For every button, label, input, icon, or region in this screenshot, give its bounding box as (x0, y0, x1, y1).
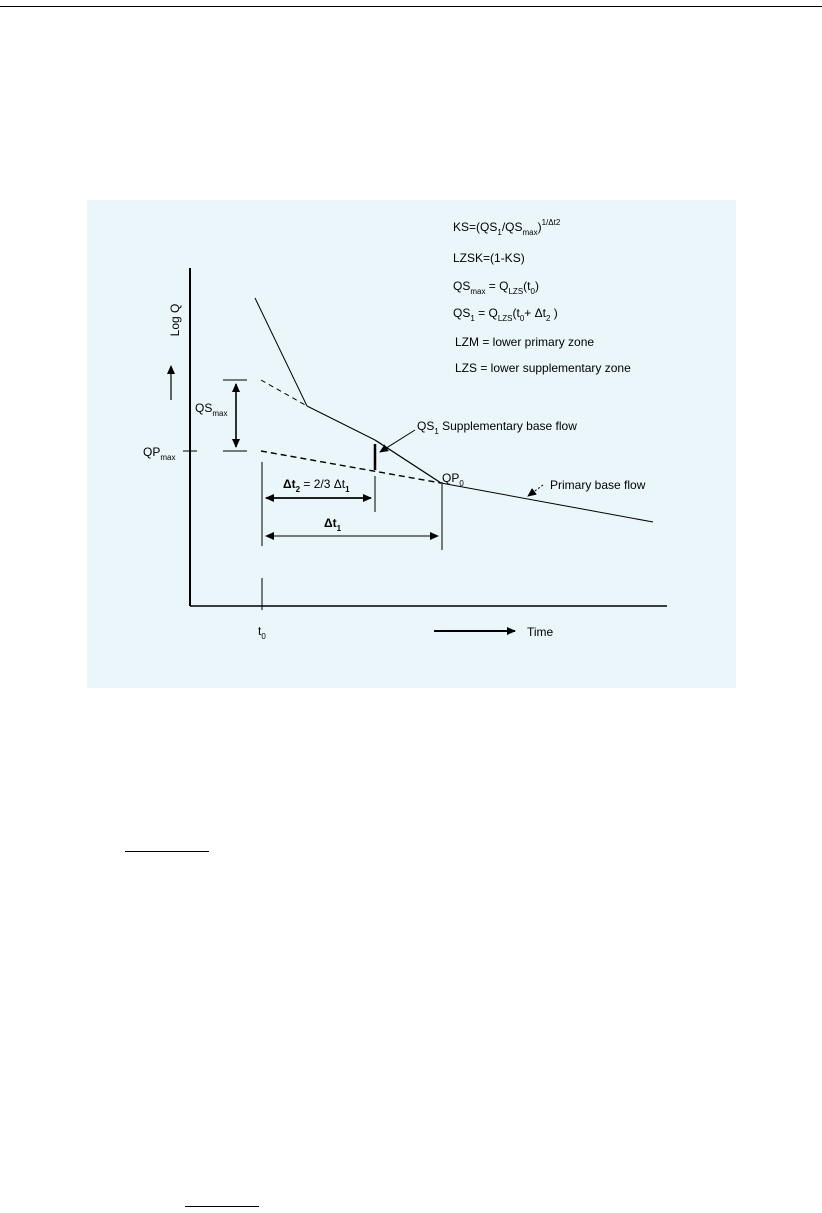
svg-text:Log Q: Log Q (168, 303, 182, 337)
lzsk-formula: LZSK=(1-KS) (453, 251, 525, 265)
dt1-label: $\Delta t_1$ (324, 516, 342, 533)
primary-pointer-arrow (528, 485, 543, 496)
time-label: Time (527, 625, 554, 639)
qs1-supplementary-label: $QS_1$ Supplementary base flow (417, 419, 577, 436)
underline-mark-1 (125, 851, 209, 852)
supplementary-recession-segment (375, 440, 441, 483)
y-axis-label (168, 304, 182, 337)
dt2-label: $\Delta t_2 = 2/3$ $\Delta t_1$ (283, 477, 350, 494)
total-recession-middle-segment (307, 406, 375, 440)
primary-base-flow-label: Primary base flow (550, 478, 646, 492)
lzm-legend: LZM = lower primary zone (455, 335, 595, 349)
ks-formula: $KS=(QS_1/QS_{max})^{1/\Delta t2}$ (453, 218, 561, 237)
qp-max-label: $QP_{max}$ (143, 445, 176, 462)
base-flow-figure (87, 200, 736, 688)
underline-mark-2 (185, 1206, 259, 1207)
total-recession-steep-segment (255, 298, 307, 406)
qs-max-label: $QS_{max}$ (195, 401, 228, 418)
supplementary-extrapolation-dashed (261, 380, 307, 406)
base-flow-diagram (87, 200, 736, 688)
qp0-label: $QP_0$ (442, 471, 464, 488)
lzs-legend: LZS = lower supplementary zone (455, 361, 631, 375)
qs1-pointer-arrow (380, 430, 415, 452)
t0-label: $t_0$ (258, 624, 266, 641)
page-header-rule (0, 6, 822, 7)
qs1-formula: $QS_1 = Q_{LZS}(t_0+ \Delta t_2$ ) (453, 306, 558, 323)
qs-max-formula: $QS_{max} = Q_{LZS}(t_0)$ (453, 279, 539, 296)
